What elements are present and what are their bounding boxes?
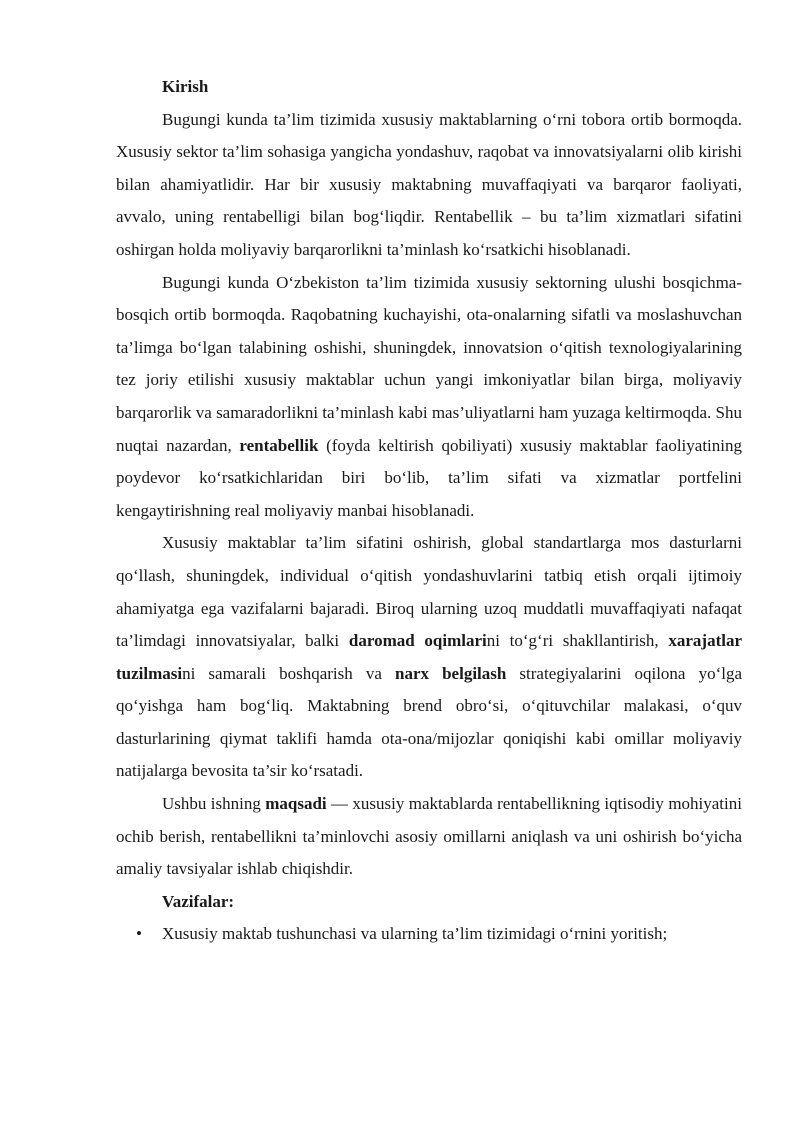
section-heading-tasks: Vazifalar: [162, 891, 235, 911]
term-daromad-oqimlari: daromad oqimlari [348, 631, 487, 651]
paragraph-2-text-1: Bugungi kunda O‘zbekiston ta’lim tizimida xususiy sektorning ulushi bosqichma-bosqich ortib bormoqda. Raqobatning kuchayishi, ota-onalarning sifatli va moslashuvchan ta’limga bo‘lgan talabining oshishi, shuningdek, innovatsion o‘qitish texnologiyalarining tez joriy etilishi xususiy maktablar uchun yangi imkoniyatlar bilan birga, moliyaviy barqarorlik va samaradorlikni ta’minlash kabi mas’uliyatlarni ham yuzaga keltirmoqda. Shu nuqtai nazardan, [116, 272, 742, 455]
paragraph-2-text-2: (foyda keltirish qobiliyati) xususiy maktablar faoliyatining poydevor ko‘rsatkichlaridan biri bo‘lib, ta’lim sifati va xizmatlar portfelini kengaytirishning real moliyaviy manbai hisoblanadi. [116, 435, 742, 520]
term-xarajatlar-tuzilmasi: xarajatlar tuzilmasi [116, 631, 743, 683]
paragraph-3 [116, 527, 742, 788]
list-item-text: Xususiy maktab tushunchasi va ularning ta’lim tizimidagi o‘rnini yoritish; [162, 924, 668, 944]
paragraph-4-text-1: Ushbu ishning [162, 794, 266, 814]
paragraph-4 [116, 788, 742, 886]
term-rentabellik: rentabellik [239, 435, 319, 455]
bullet-icon: • [136, 924, 142, 944]
paragraph-3-text-1: Xususiy maktablar ta’lim sifatini oshirish, global standartlarga mos dasturlarni qo‘llash, shuningdek, individual o‘qitish yondashuvlarini tatbiq etish orqali ijtimoiy ahamiyatga ega vazifalarni bajaradi. Biroq ularning uzoq muddatli muvaffaqiyati nafaqat ta’limdagi innovatsiyalar, balki [116, 533, 742, 651]
paragraph-2 [116, 267, 742, 528]
list-item [116, 918, 742, 951]
paragraph-3-text-3: ni samarali boshqarish va [182, 663, 395, 683]
paragraph-1: Bugungi kunda ta’lim tizimida xususiy maktablarning o‘rni tobora ortib bormoqda. Xususiy sektor ta’lim sohasiga yangicha yondashuv, raqobat va innovatsiyalarni olib kirishi bilan ahamiyatlidir. Har bir xususiy maktabning muvaffaqiyati va barqaror faoliyati, avvalo, uning rentabelligi bilan bog‘liqdir. Rentabellik – bu ta’lim xizmatlari sifatini oshirgan holda moliyaviy barqarorlikni ta’minlash ko‘rsatkichi hisoblanadi. [116, 109, 742, 259]
section-heading-intro: Kirish [162, 77, 209, 96]
paragraph-3-text-2: ni to‘g‘ri shakllantirish, [486, 631, 669, 651]
term-narx-belgilash: narx belgilash [395, 663, 507, 683]
paragraph-4-text-2: — xususiy maktablarda rentabellikning iqtisodiy mohiyatini ochib berish, rentabellikni ta’minlovchi asosiy omillarni aniqlash va uni oshirish bo‘yicha amaliy tavsiyalar ishlab chiqishdir. [116, 794, 742, 879]
tasks-list [116, 918, 742, 951]
paragraph-3-text-4: strategiyalarini oqilona yo‘lga qo‘yishga ham bog‘liq. Maktabning brend obro‘si, o‘qituvchilar malakasi, o‘quv dasturlarining qiymat taklifi hamda ota-ona/mijozlar qoniqishi kabi omillar moliyaviy natijalarga bevosita ta’sir ko‘rsatadi. [116, 663, 742, 781]
term-maqsadi: maqsadi [265, 794, 327, 814]
